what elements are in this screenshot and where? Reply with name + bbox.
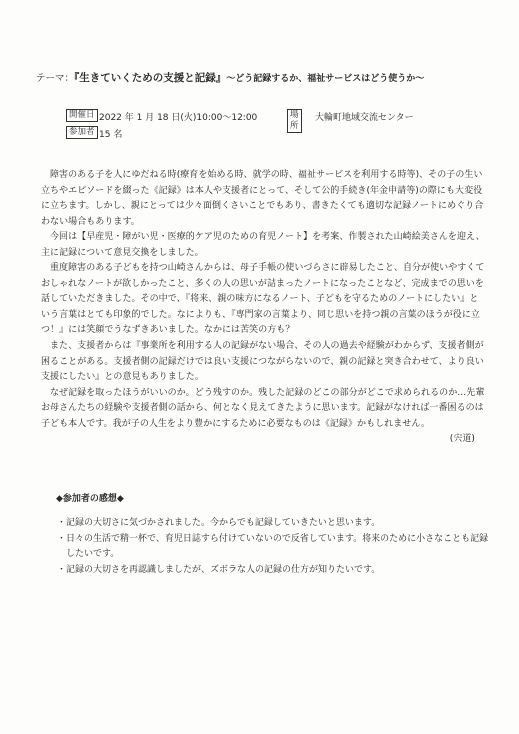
paragraph: 障害のある子を人にゆだねる時(療育を始める時、就学の時、福祉サービスを利用する時等)、その子の生い立ちやエピソードを綴った《記録》は本人や支援者にとって、そして公的手続き(年金申請等)の際にも大変役に立ちます。しかし、親にとっては少々面倒くさいことでもあり、書きたくても適切な記録ノートにめぐり合わない場合もあります。	[41, 170, 484, 227]
event-info	[66, 109, 414, 143]
list-item: ・記録の大切さに気づかされました。今からでも記録していきたいと思います。	[57, 518, 381, 528]
participants-value: 15 名	[99, 130, 123, 140]
author-signature: (宍道)	[449, 434, 475, 445]
participants-row	[66, 126, 123, 143]
theme-subtitle: ～どう記録するか、福祉サービスはどう使うか～	[226, 74, 425, 84]
date-row	[66, 109, 414, 131]
paragraph: 今回は【早産児・障がい児・医療的ケア児のための育児ノート】を考案、作製された山崎絵美さんを迎え、主に記録について意見交換をしました。	[41, 232, 485, 258]
date-value: 2022 年 1 月 18 日(火)10:00～12:00	[99, 113, 258, 123]
theme-prefix: テーマ：	[36, 73, 75, 84]
impressions-list	[57, 516, 497, 578]
list-item: ・日々の生活で精一杯で、育児日誌すら付けていないので反省しています。将来のために小さなことも記録したいです。	[57, 533, 489, 560]
list-item: ・記録の大切さを再認識しましたが、ズボラな人の記録の仕方が知りたいです。	[57, 564, 381, 575]
theme-heading	[36, 70, 496, 85]
report-body	[41, 168, 487, 448]
paragraph: なぜ記録を取ったほうがいいのか。どう残すのか。残した記録のどこの部分がどこで求められるのか…先輩お母さんたちの経験や支援者側の話から、何となく見えてきたように思います。記録がなければ一番困るのは子ども本人です。我が子の人生をより豊かにするために必要なものは《記録》かもしれません。	[41, 387, 485, 429]
participants-label: 参加者	[66, 126, 98, 139]
theme-title: 『生きていくための支援と記録』	[74, 72, 227, 84]
paragraph: 重度障害のある子どもを持つ山崎さんからは、母子手帳の使いづらさに辟易したこと、自分が使いやすくておしゃれなノートが欲しかったこと、多くの人の思いが詰まったノートになったことなど、完成までの思いを話していただきました。その中で、『将来、親の味方になるノート、子どもを守るためのノートにしたい』という言葉はとても印象的でした。なによりも、『専門家の言葉より、同じ思いを持つ親の言葉のほうが役に立つ！』には笑顔でうなずきあいました。なかには苦笑の方も？	[41, 263, 485, 336]
place-value: 大輪町地域交流センター	[315, 113, 414, 123]
impressions-heading: ◆参加者の感想◆	[56, 494, 124, 504]
paragraph: また、支援者からは『事業所を利用する人の記録がない場合、その人の過去や経験がわからず、支援者側が困ることがある。支援者側の記録だけでは良い支援につながらないので、親の記録と突き合わせて、より良い支援にしたい』との意見もありました。	[41, 341, 484, 383]
place-label: 場所	[287, 109, 302, 133]
date-label: 開催日	[66, 109, 98, 122]
